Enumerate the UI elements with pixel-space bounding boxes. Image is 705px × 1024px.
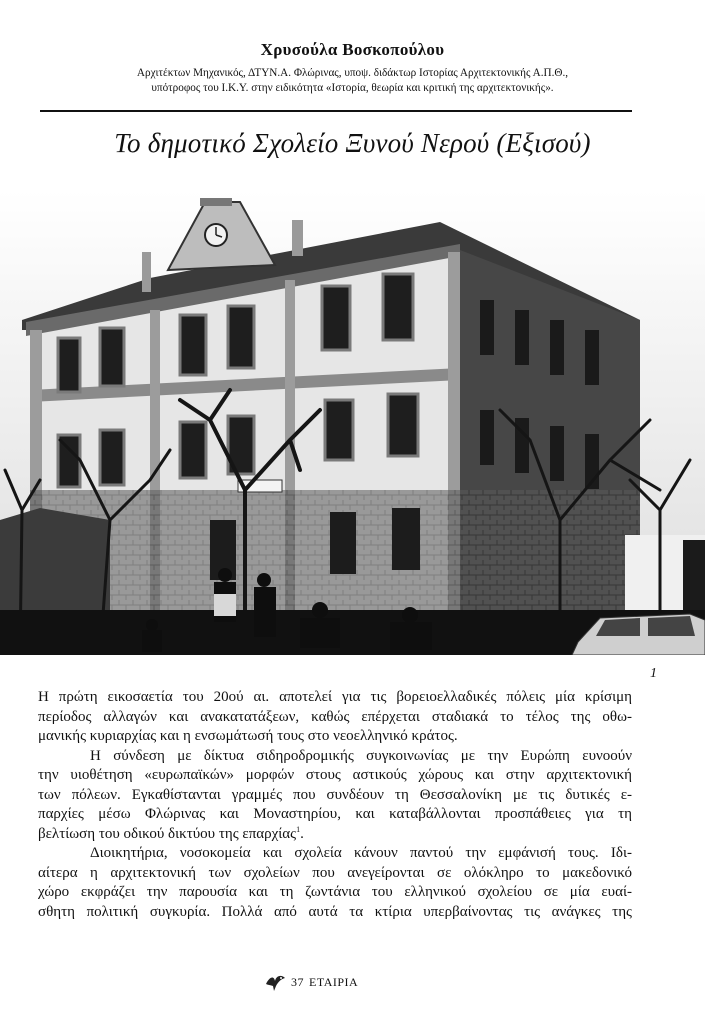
page-number: 37 [291,974,304,989]
school-building-photo [0,190,705,655]
paragraph-2-line-5-wrap: βελτίωση του οδικού δικτύου της επαρχίας$^1$. [38,824,304,842]
paragraph-1-line-3: μανικής κυριαρχίας και η ενσωμάτωσή τους στο νεοελληνικό κράτος. [38,728,458,744]
paragraph-2-line-3: των πόλεων. Εγκαθίστανται γραμμές που συνδέουν τη Θεσσαλονίκη με τις δυτικές ε- [38,786,632,803]
footnote-ref-1[interactable]: 1 [296,824,301,834]
figure-number: 1 [650,666,657,681]
paragraph-2-line-2: την υιοθέτηση «ευρωπαϊκών» μορφών στους αστικούς χώρους και στην αρχιτεκτονική [38,767,632,783]
paragraph-3-line-3: χώρο εκφράζει την παρουσία και τη ζωντάνια του ελληνικού σχολείου σε μία ευαί- [38,884,632,900]
article-title: Το δημοτικό Σχολείο Ξυνού Νερού (Εξισού) [114,128,591,158]
paragraph-3-line-1: Διοικητήρια, νοσοκομεία και σχολεία κάνουν παντού την εμφάνισή τους. Ιδι- [90,845,632,861]
article-body [38,688,632,922]
paragraph-1-line-1: Η πρώτη εικοσαετία του 20ού αι. αποτελεί για τις βορειοελλαδικές πόλεις μία κρίσιμη [38,689,632,705]
author-affiliation-line-1: Αρχιτέκτων Μηχανικός, ΔΤΥΝ.Α. Φλώρινας, υποψ. διδάκτωρ Ιστορίας Αρχιτεκτονικής Α.Π.Θ., [136,67,569,79]
page-footer [264,972,358,992]
paragraph-2-line-5: βελτίωση του οδικού δικτύου της επαρχίας [38,825,297,842]
bird-emblem-icon [264,972,286,992]
paragraph-2-line-4: παρχίες μέσω Φλώρινας και Μοναστηρίου, και καταβάλλονται προσπάθειες για τη [38,806,632,822]
author-affiliation-line-2: υπότροφος του Ι.Κ.Υ. στην ειδικότητα «Ιστορία, θεωρία και κριτική της αρχιτεκτονικής». [151,82,554,94]
paragraph-3-line-4: σθητη πολιτική συγκυρία. Πολλά από αυτά τα κτίρια υπερβαίνοντας τις ανάγκες της [38,903,632,920]
header-rule [40,110,632,112]
paragraph-3-line-2: αίτερα η αρχιτεκτονική των σχολείων που ανεγείρονται σε ολόκληρο το μακεδονικό [38,864,632,881]
author-name: Χρυσούλα Βοσκοπούλου [260,40,445,59]
journal-name: ΕΤΑΙΡΙΑ [309,974,359,989]
paragraph-2-line-1: Η σύνδεση με δίκτυα σιδηροδρομικής συγκοινωνίας με την Ευρώπη ευνοούν [90,747,632,764]
paragraph-1-line-2: περίοδος αλλαγών και ανακατατάξεων, καθώς επέρχεται σταδιακά το τέλος της οθω- [38,708,632,725]
